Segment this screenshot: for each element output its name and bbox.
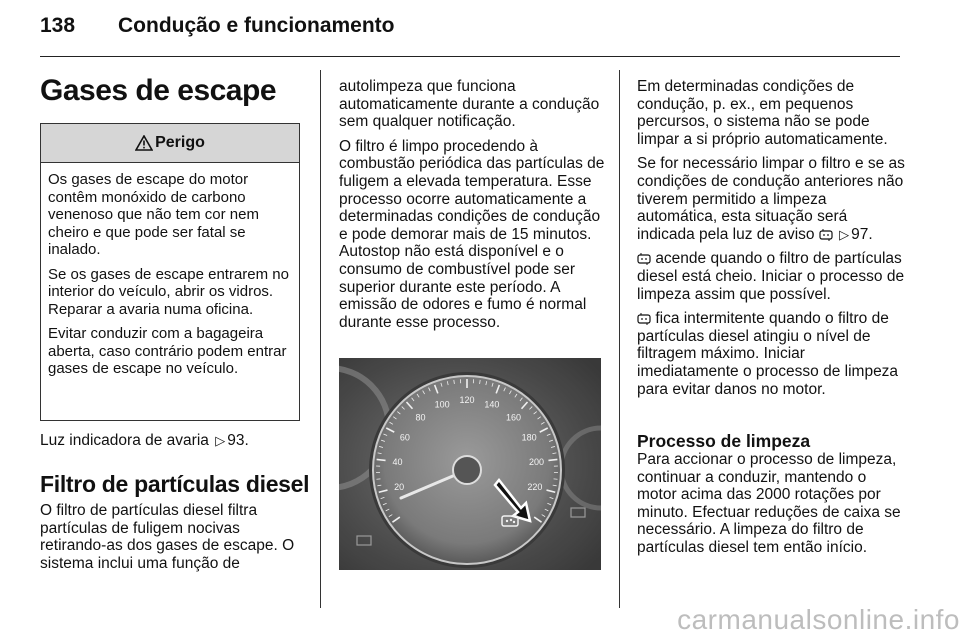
fault-light-reference (40, 432, 310, 450)
dpf-intro-col1: O filtro de partículas diesel filtra partículas de fuligem nocivas retirando-as dos gases de escape. O sistema inclui uma função de (40, 502, 295, 572)
danger-label: Perigo (155, 134, 205, 151)
column-divider-2 (619, 70, 620, 608)
speedometer-illustration (339, 358, 601, 570)
speedometer-tick-label: 60 (399, 432, 410, 443)
speedometer-tick-label: 40 (392, 456, 403, 467)
section-title: Gases de escape (40, 74, 277, 107)
dpf-warning-light-paragraph: Se for necessário limpar o filtro e se as condições de condução anteriores não tiverem permitido a limpeza automática, esta situação será indicada pela luz de aviso ▷ 97. (637, 155, 905, 243)
cleaning-heading: Processo de limpeza (637, 431, 811, 451)
speedometer-tick-label: 180 (521, 432, 537, 443)
dpf-text-col2 (339, 78, 607, 338)
speedometer-tick-label: 100 (434, 399, 450, 410)
dpf-lights-up-paragraph: acende quando o filtro de partículas diesel está cheio. Iniciar o processo de limpeza assim que possível. (637, 250, 905, 303)
chapter-title: Condução e funcionamento (118, 14, 395, 37)
dpf-heading: Filtro de partículas diesel (40, 471, 310, 497)
diesel-particle-filter-icon (637, 313, 651, 325)
needle-hub (453, 456, 481, 484)
speedometer-tick (377, 459, 386, 460)
speedometer-tick (548, 459, 557, 460)
speedometer-tick-label: 220 (527, 482, 543, 493)
speedometer-tick-label: 120 (459, 395, 475, 405)
page-reference-arrow-icon: ▷ (839, 226, 850, 242)
column-divider-1 (320, 70, 321, 608)
page-number: 138 (40, 14, 76, 37)
danger-paragraph: Se os gases de escape entrarem no interior do veículo, abrir os vidros. Reparar a avaria numa oficina. (48, 265, 289, 318)
header-divider (40, 56, 900, 57)
speedometer-tick-label: 200 (529, 456, 545, 467)
danger-paragraph: Evitar conduzir com a bagageira aberta, caso contrário podem entrar gases de escape no veículo. (48, 325, 287, 377)
fault-light-page: 93. (227, 432, 249, 449)
danger-box (40, 123, 300, 421)
watermark: carmanualsonline.info (677, 604, 960, 635)
dpf-text-col3 (637, 78, 905, 405)
speedometer-tick-label: 160 (506, 412, 522, 423)
danger-box-header (41, 124, 299, 163)
diesel-particle-filter-icon (637, 253, 651, 265)
dpf-short-trips-paragraph: Em determinadas condições de condução, p. ex., em pequenos percursos, o sistema não se pode limpar a si próprio automaticamente. (637, 78, 888, 148)
speedometer-photo (339, 358, 601, 570)
cleaning-paragraph: Para accionar o processo de limpeza, continuar a conduzir, mantendo o motor acima das 2000 rotações por minuto. Efectuar reduções de caixa se necessário. A limpeza do filtro de partículas diesel tem então início. (637, 451, 901, 556)
speedometer-tick-label: 80 (415, 412, 426, 423)
speedometer-tick-label: 140 (484, 399, 500, 410)
diesel-particle-filter-icon (819, 229, 833, 241)
danger-box-body (41, 163, 299, 378)
fault-light-text: Luz indicadora de avaria (40, 432, 209, 449)
speedometer-tick-label: 20 (394, 482, 405, 493)
danger-paragraph: Os gases de escape do motor contêm monóxido de carbono venenoso que não tem cor nem cheiro e que pode ser fatal se inalado. (48, 171, 259, 258)
page-reference-arrow-icon: ▷ (215, 433, 226, 448)
dpf-intro-continued: autolimpeza que funciona automaticamente durante a condução sem qualquer notificação. (339, 78, 600, 131)
dpf-flashing-paragraph: fica intermitente quando o filtro de partículas diesel atingiu o nível de filtragem máximo. Iniciar imediatamente o processo de limpeza para evitar danos no motor. (637, 310, 899, 398)
dpf-combustion-paragraph: O filtro é limpo procedendo à combustão periódica das partículas de fuligem a elevada temperatura. Esse processo ocorre automaticamente a determinadas condições de condução e pode demorar mais de 15 minutos. Autostop não está disponível e o consumo de combustível pode ser superior durante este período. A emissão de odores e fumo é normal durante esse processo. (339, 137, 605, 331)
warning-triangle-icon (135, 135, 153, 151)
